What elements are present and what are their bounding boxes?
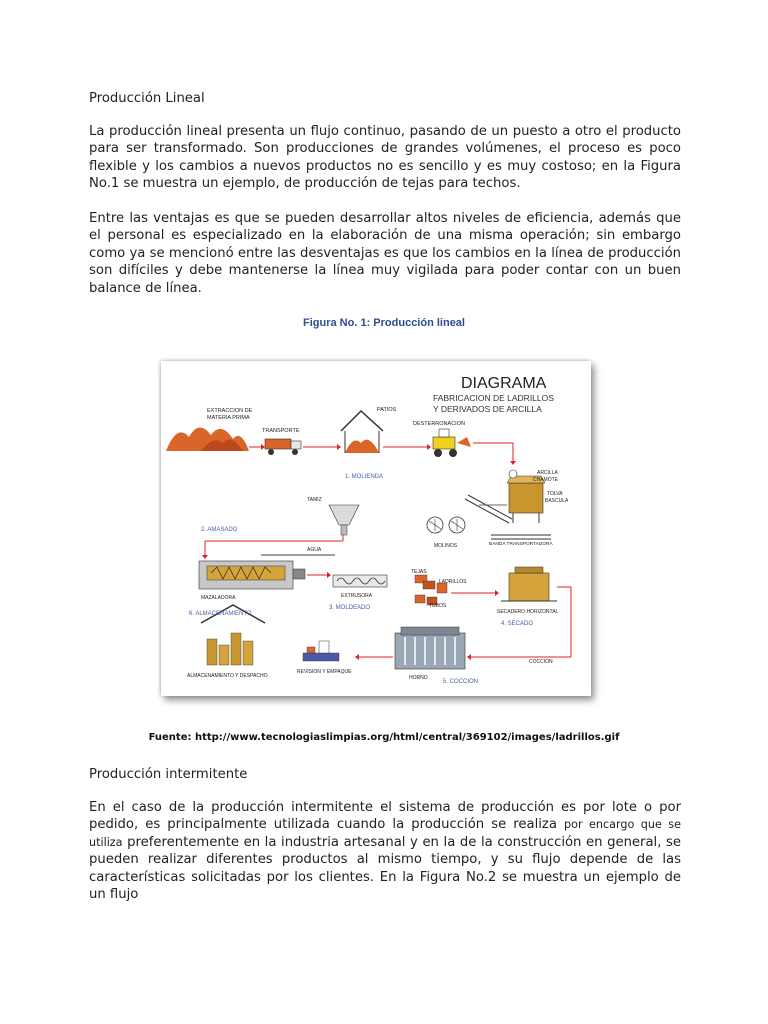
label-extrusora: EXTRUSORA <box>341 593 373 599</box>
dryer-icon <box>501 567 557 601</box>
label-tejas: TEJAS <box>411 569 427 575</box>
label-tolva-2: BASCULA <box>545 498 569 504</box>
paragraph-intermitente-part-b: preferentemente en la industria artesanal y en la de la construcción en general, se pueden realizar diferentes productos al mismo tiempo, y su flujo depende de las características solicitadas por los clientes. En la Figura No.2 se muestra un ejemplo de un flujo <box>89 834 681 903</box>
label-revision: REVISION Y EMPAQUE <box>297 669 352 675</box>
clay-piles-icon <box>166 427 249 451</box>
shed-icon <box>341 411 383 453</box>
label-desterronacion: DESTERRONACION <box>413 421 465 427</box>
truck-icon <box>265 439 301 455</box>
paragraph-lineal-ventajas: Entre las ventajas es que se pueden desarrollar altos niveles de eficiencia, además que el personal es especializado en la elaboración de una misma operación; sin embargo como ya se mencionó entre las desventajas es que los cambios en la línea de producción son difíciles y debe mantenerse la línea muy vigilada para poder contar con un buen balance de línea. <box>89 211 681 296</box>
mill-rollers-icon <box>427 517 465 533</box>
step-molienda: 1. MOLIENDA <box>345 474 384 480</box>
paragraph-intermitente <box>89 799 681 903</box>
diagram-drawing <box>161 361 591 696</box>
label-horno: HORNO <box>409 675 428 681</box>
inspection-station-icon <box>303 641 339 661</box>
label-arcilla-2: CHAMOTE <box>533 477 558 483</box>
label-coccion: COCCION <box>529 659 553 665</box>
figure-caption: Figura No. 1: Producción lineal <box>303 317 465 329</box>
diagram-subtitle-1: FABRICACION DE LADRILLOS <box>433 393 554 403</box>
label-extraccion-1: EXTRACCION DE <box>207 408 253 414</box>
figure-source: Fuente: http://www.tecnologiaslimpias.org/html/central/369102/images/ladrillos.gif <box>148 732 620 743</box>
label-arcilla-1: ARCILLA <box>537 470 558 476</box>
kiln-icon <box>395 627 465 669</box>
paragraph-lineal-intro: La producción lineal presenta un flujo continuo, pasando de un puesto a otro el producto para ser transformado. Son producciones de grandes volúmenes, el proceso es poco flexible y los cambios a nuevos productos no es sencillo y es muy costoso; en la Figura No.1 se muestra un ejemplo, de producción de tejas para techos. <box>89 124 681 192</box>
label-patios: PATIOS <box>377 407 397 413</box>
step-amasado: 2. AMASADO <box>201 527 238 533</box>
step-moldeado: 3. MOLDEADO <box>329 605 371 611</box>
label-almacenamiento-despacho: ALMACENAMIENTO Y DESPACHO <box>187 673 268 679</box>
label-molinos: MOLINOS <box>434 543 458 549</box>
section-title-produccion-intermitente: Producción intermitente <box>89 767 248 782</box>
label-secadero: SECADERO HORIZONTAL <box>497 609 559 615</box>
figure-diagram <box>161 361 591 696</box>
label-agua: AGUA <box>307 547 322 553</box>
extruder-icon <box>333 575 387 587</box>
step-secado: 4. SECADO <box>501 621 534 627</box>
label-tamiz: TAMIZ <box>307 497 322 503</box>
loader-icon <box>433 429 471 457</box>
section-title-produccion-lineal: Producción Lineal <box>89 91 205 106</box>
paragraph-intermitente-small-part: por encargo que se utiliza <box>89 818 681 849</box>
paragraph-intermitente-part-a: En el caso de la producción intermitente el sistema de producción es por lote o por pedido, es principalmente utilizada cuando la producción se realiza <box>89 800 681 833</box>
diagram-subtitle-2: Y DERIVADOS DE ARCILLA <box>433 404 542 414</box>
label-transporte: TRANSPORTE <box>262 428 300 434</box>
step-almacenamiento: 6. ALMACENAMIENTO <box>189 611 252 617</box>
label-extraccion-2: MATERIA PRIMA <box>207 415 250 421</box>
label-mazaladora: MAZALADORA <box>201 595 236 601</box>
diagram-title: DIAGRAMA <box>461 375 547 392</box>
label-banda: BANDA TRANSPORTADORA <box>489 542 553 547</box>
pug-mill-icon <box>199 561 305 589</box>
label-ladrillos: LADRILLOS <box>439 579 467 585</box>
label-tubos: TUBOS <box>429 603 447 609</box>
sieve-icon <box>329 505 359 535</box>
label-tolva-1: TOLVA <box>547 491 563 497</box>
step-coccion: 5. COCCION <box>443 679 479 685</box>
